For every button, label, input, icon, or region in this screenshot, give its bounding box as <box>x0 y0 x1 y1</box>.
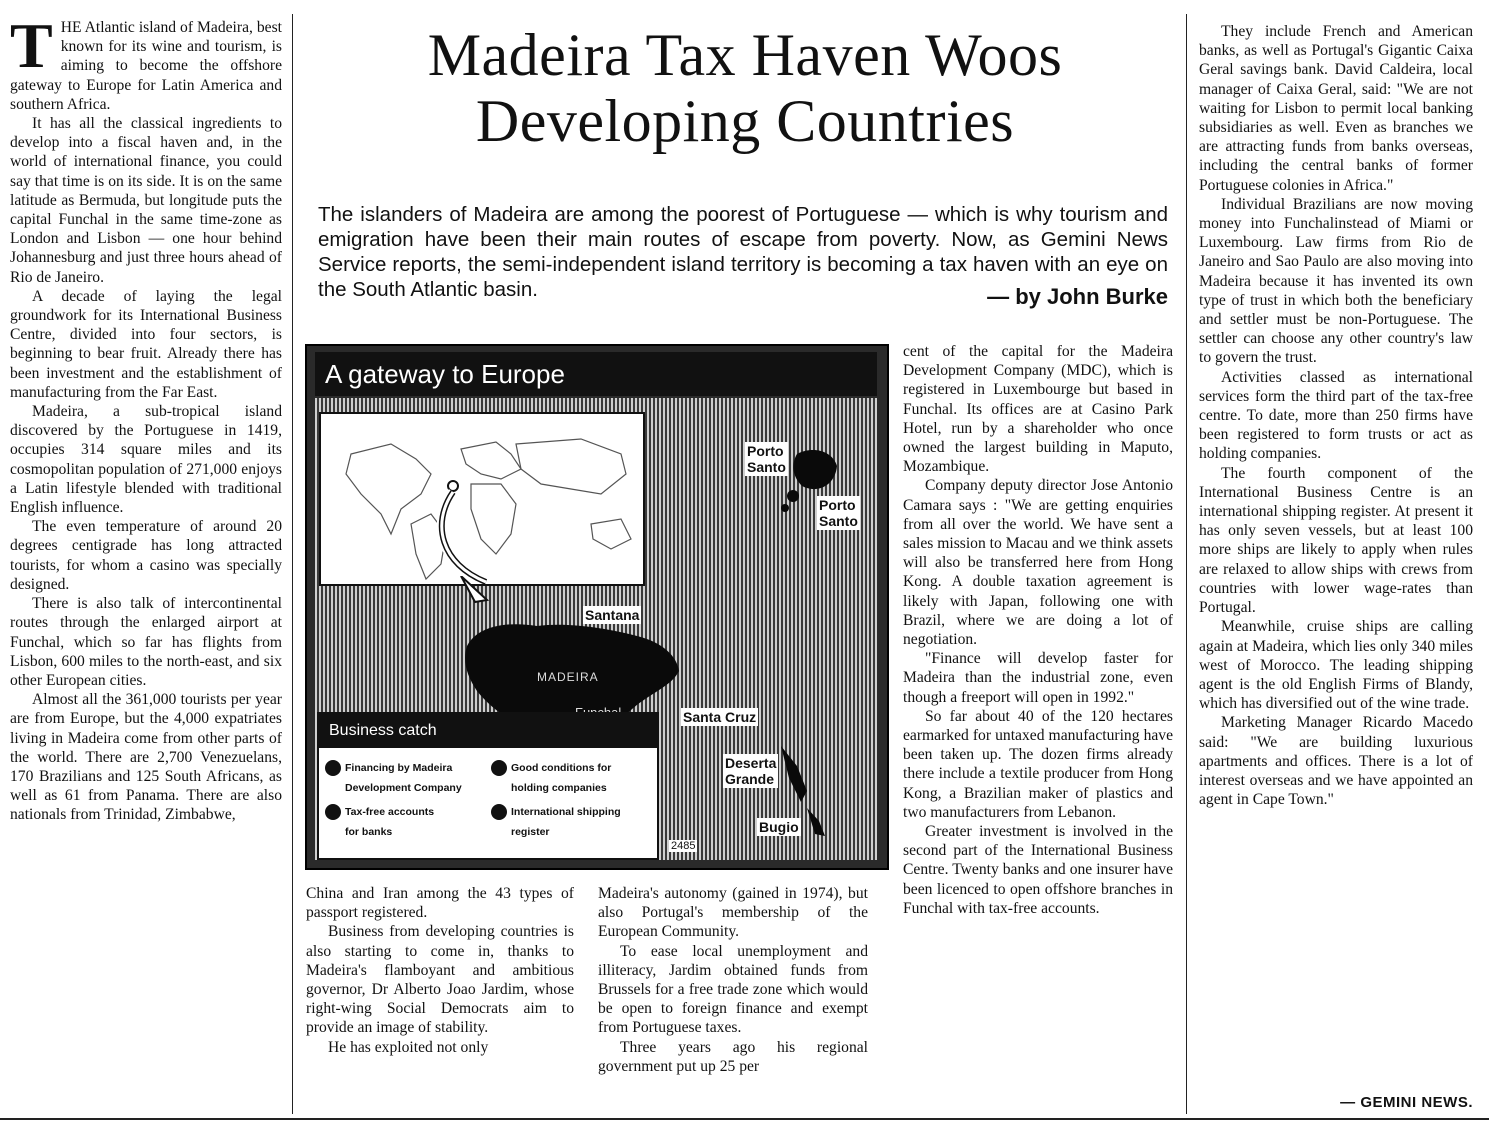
legend-item: Financing by Madeira Development Company <box>325 758 462 798</box>
col3-para: So far about 40 of the 120 hectares earmarked for untaxed manufacturing have been taken up. The dozen firms already there include a textile producer from Hong Kong, a Brazilian maker of plastics and two manufacturers from Lebanon. <box>903 707 1173 821</box>
signoff: — GEMINI NEWS. <box>1340 1094 1473 1111</box>
map-title: A gateway to Europe <box>315 352 877 396</box>
bullet-icon <box>491 804 507 820</box>
col1-para: The even temperature of around 20 degrees centigrade has long attracted tourists, for whom a casino was specially designed. <box>10 518 282 593</box>
col3-para: "Finance will develop faster for Madeira than the industrial zone, even though a freeport will open in 1992." <box>903 650 1173 706</box>
column-rule <box>1186 14 1187 1114</box>
col1-para: It has all the classical ingredients to develop into a fiscal haven and, in the world of international finance, you could say that time is on its side. It is on the same latitude as Bermuda, but longitude puts the capital Funchal in the same time-zone as London and Lisbon — one hour behind Johannesburg and just three hours ahead of Rio de Janeiro. <box>10 115 282 286</box>
legend-item: Tax-free accounts for banks <box>325 802 434 842</box>
colr-para: Marketing Manager Ricardo Macedo said: "We are building luxurious apartments and offices. There is a lot of interest overseas and we have appointed an agent in Cape Town." <box>1199 714 1473 809</box>
col1-para: There is also talk of intercontinental routes through the enlarged airport at Funchal, which so far has flights from Lisbon, 600 miles to the north-east, and six other European cities. <box>10 595 282 689</box>
colb1-para: He has exploited not only <box>328 1038 489 1056</box>
deck: The islanders of Madeira are among the poorest of Portuguese — which is why tourism and emigration have been their main routes of escape from poverty. Now, as Gemini News Service reports, the semi-independent island territory is becoming a tax haven with an eye on the South Atlantic basin. <box>318 203 1168 301</box>
article-column-2b <box>598 884 868 1114</box>
label-madeira: MADEIRA <box>537 670 599 684</box>
colr-para: Activities classed as international services form the third part of the tax-free centre. To date, more than 250 firms have been registered to form trusts or act as holding companies. <box>1199 368 1473 463</box>
colr-para: Meanwhile, cruise ships are calling again at Madeira, which lies only 340 miles west of Morocco. The leading shipping agent is the old English Firms of Blandy, which has diversified out of the wine trade. <box>1199 618 1473 713</box>
colr-para: They include French and American banks, as well as Portugal's Gigantic Caixa Geral savings bank. David Caldeira, local manager of Caixa Geral, said: "We are not waiting for Lisbon to permit local banking subsidiaries as well. Even as branches we are attracting funds from banks overseas, including the central banks of former Portuguese colonies in Africa." <box>1199 23 1473 194</box>
col3-para: Company deputy director Jose Antonio Camara says : "We are getting enquiries from all over the world. We have sent a sales mission to Macau and we think assets will also be transferred here from Hong Kong. A double taxation agreement is likely with Japan, following one with Brazil, where we are doing a lot of negotiation. <box>903 477 1173 649</box>
map-legend <box>317 712 659 860</box>
col1-para: Almost all the 361,000 tourists per year are from Europe, but the 4,000 expatriates living in Madeira come from other parts of the world. There are 2,700 Venezuelans, 170 Brazilians and 125 South Africans, as well as 61 from Panama. There are also nationals from Trinidad, Zimbabwe, <box>10 691 282 824</box>
colb2-para: To ease local unemployment and illiteracy, Jardim obtained funds from Brussels for a free trade zone which would be open to foreign finance and exempt from Portuguese taxes. <box>598 942 868 1037</box>
article-column-2a <box>306 884 574 1114</box>
article-column-4 <box>1199 22 1473 1092</box>
graphic-code: 2485 <box>671 840 696 852</box>
legend-item: International shipping register <box>491 802 621 842</box>
label-santa-cruz: Santa Cruz <box>683 709 757 725</box>
col3-para: Greater investment is involved in the second part of the International Business Centre. Twenty banks and one insurer have been licenced to open offshore branches in Funchal with tax-free accounts. <box>903 823 1173 917</box>
article-column-3 <box>903 342 1173 1114</box>
article-column-1 <box>10 18 282 1113</box>
colr-para: The fourth component of the International Business Centre is an international shipping register. At present it has only seven vessels, but at least 100 more ships are likely to apply when rules are relaxed to allow ships with crews from countries with lower wage-rates than Portugal. <box>1199 464 1473 617</box>
column-rule <box>292 14 293 1114</box>
label-porto-santo: Porto Santo <box>747 443 786 475</box>
drop-cap: T <box>10 18 53 81</box>
label-porto-santo: Porto Santo <box>819 497 858 529</box>
legend-title: Business catch <box>319 714 657 748</box>
headline: Madeira Tax Haven Woos Developing Countries <box>427 22 1063 154</box>
colb2-para: Madeira's autonomy (gained in 1974), but also Portugal's membership of the European Community. <box>598 885 868 941</box>
bullet-icon <box>325 760 341 776</box>
legend-item: Good conditions for holding companies <box>491 758 611 798</box>
col1-para: Madeira, a sub-tropical island discovered by the Portuguese in 1419, occupies 314 square miles and its cosmopolitan population of 271,000 enjoys a Latin lifestyle blended with traditional English influence. <box>10 403 282 517</box>
label-bugio: Bugio <box>759 819 799 835</box>
byline: — by John Burke <box>987 284 1168 309</box>
col1-para: THE Atlantic island of Madeira, best known for its wine and tourism, is aiming to become the offshore gateway to Europe for Latin America and southern Africa. <box>10 18 282 113</box>
colr-para: Individual Brazilians are now moving money into Funchalinstead of Miami or Luxembourg. Law firms from Rio de Janeiro and Sao Paulo are also moving into Madeira because it has invented its own type of trust in which both the beneficiary and settler must be non-Portuguese. The settler can choose any other country's law to govern the trust. <box>1199 195 1473 367</box>
col1-para: A decade of laying the legal groundwork for its International Business Centre, divided into four sectors, is beginning to bear fruit. Already there has been investment and the establishment of manufacturing from the Far East. <box>10 287 282 401</box>
label-santana: Santana <box>585 607 640 623</box>
colb2-para: Three years ago his regional government put up 25 per <box>598 1038 868 1075</box>
bullet-icon <box>491 760 507 776</box>
col3-para: cent of the capital for the Madeira Development Company (MDC), which is registered in Luxembourge but based in Funchal. Its offices are at Casino Park Hotel, run by a shareholder who once owned the largest building in Maputo, Mozambique. <box>903 343 1173 476</box>
colb1-para: China and Iran among the 43 types of passport registered. <box>306 885 574 922</box>
bottom-rule <box>0 1118 1489 1120</box>
label-deserta-grande: Deserta Grande <box>725 755 777 787</box>
bullet-icon <box>325 804 341 820</box>
map-graphic <box>305 344 889 870</box>
colb1-para: Business from developing countries is also starting to come in, thanks to Madeira's flamboyant and ambitious governor, Dr Alberto Joao Jardim, whose right-wing Social Democrats aim to provide an image of stability. <box>306 923 574 1037</box>
